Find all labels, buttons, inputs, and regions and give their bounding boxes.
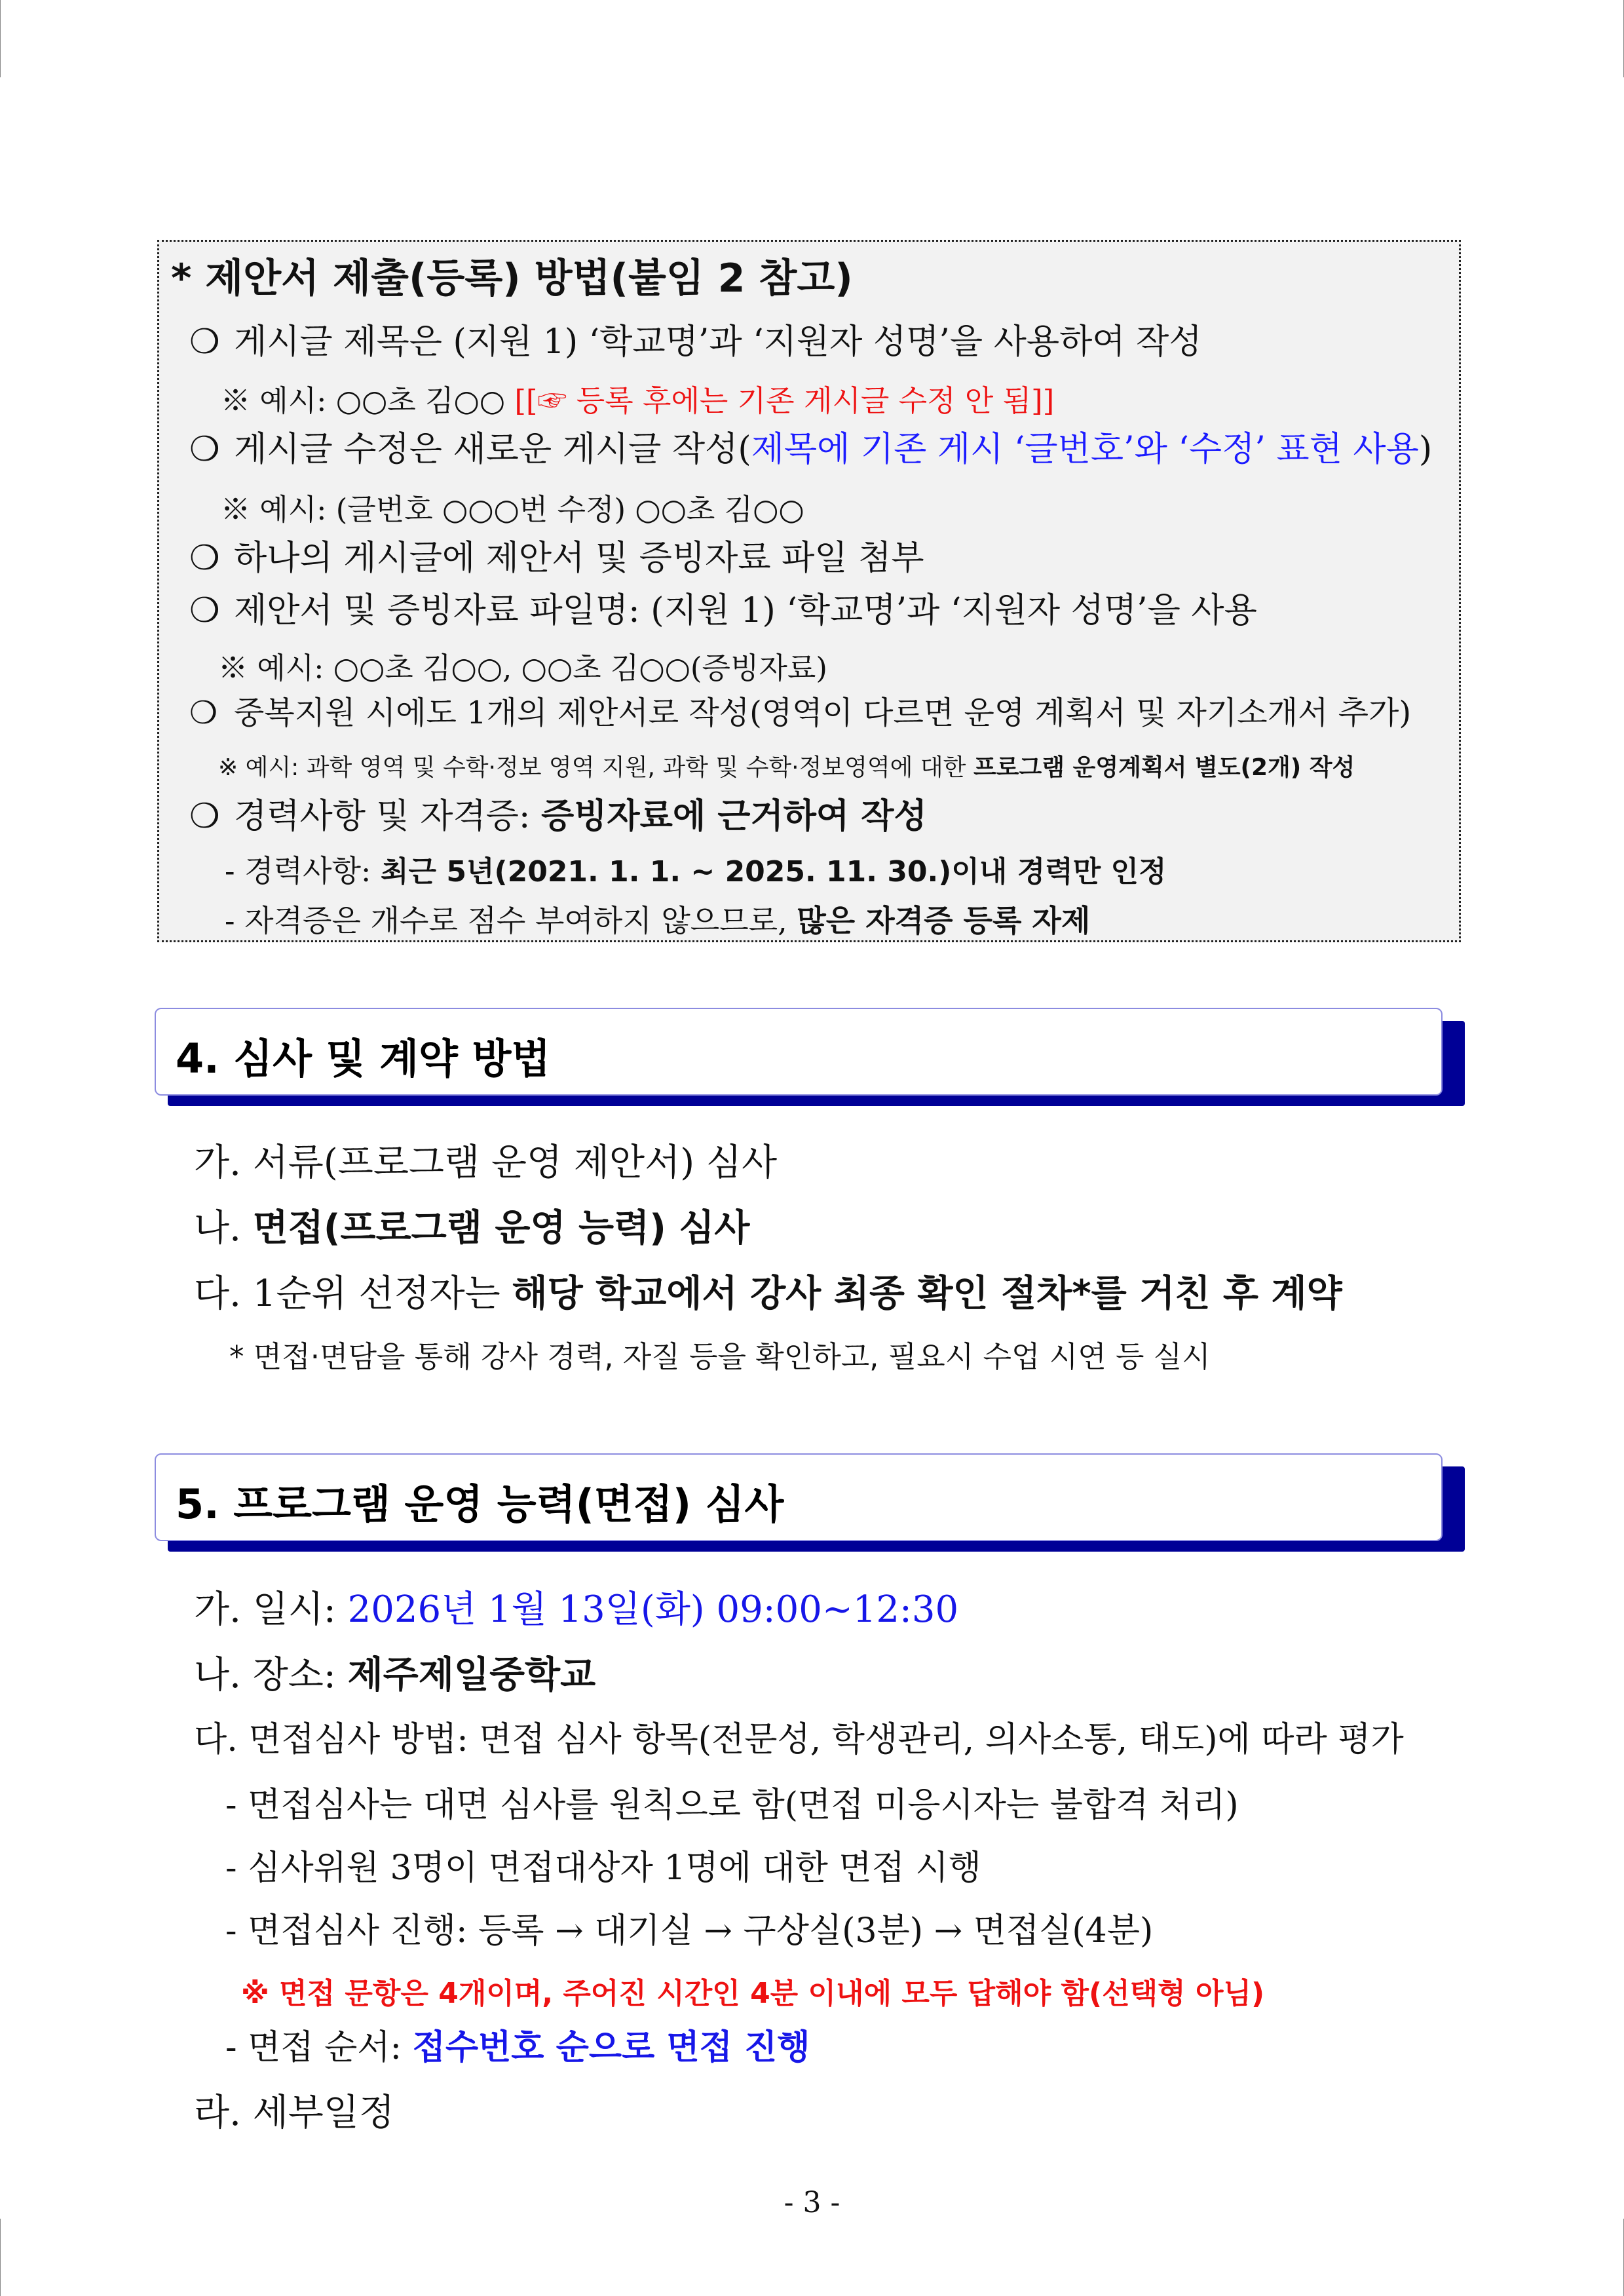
example-note: ※ 예시: ○○초 김○○, ○○초 김○○(증빙자료) [218, 651, 827, 685]
page-number: - 3 - [784, 2186, 840, 2219]
section-4-item-da: 다. 1순위 선정자는 해당 학교에서 강사 최종 확인 절차*를 거친 후 계약 [194, 1272, 1342, 1315]
dash-item: - 면접 순서: 접수번호 순으로 면접 진행 [225, 2028, 810, 2067]
circle-bullet-icon: ❍ [189, 591, 220, 630]
section-4-header [155, 1008, 1465, 1106]
circle-bullet-icon: ❍ [189, 430, 220, 469]
submission-method-box [157, 240, 1461, 942]
section-5-item-ra: 라. 세부일정 [194, 2092, 395, 2134]
example-note: ※ 예시: (글번호 ○○○번 수정) ○○초 김○○ [221, 492, 804, 527]
section-4-item-ga: 가. 서류(프로그램 운영 제안서) 심사 [194, 1141, 778, 1184]
footnote: * 면접·면담을 통해 강사 경력, 자질 등을 확인하고, 필요시 수업 시연 등 실시 [229, 1339, 1211, 1374]
circle-bullet-icon: ❍ [189, 322, 220, 362]
crop-mark [0, 0, 1, 77]
section-5-item-ga: 가. 일시: 2026년 1월 13일(화) 09:00~12:30 [194, 1588, 959, 1631]
list-item: ❍ 중복지원 시에도 1개의 제안서로 작성(영역이 다르면 운영 계획서 및 자기소개서 추가) [189, 695, 1412, 731]
section-title: 5. 프로그램 운영 능력(면접) 심사 [176, 1480, 784, 1528]
list-item: ❍ 게시글 제목은 (지원 1) ‘학교명’과 ‘지원자 성명’을 사용하여 작성 [189, 322, 1202, 362]
dash-item: - 심사위원 3명이 면접대상자 1명에 대한 면접 시행 [225, 1848, 981, 1888]
list-item: ❍ 경력사항 및 자격증: 증빙자료에 근거하여 작성 [189, 797, 927, 836]
section-4-item-na: 나. 면접(프로그램 운영 능력) 심사 [194, 1207, 750, 1250]
section-5-header [155, 1453, 1465, 1552]
dash-item: - 경력사항: 최근 5년(2021. 1. 1. ~ 2025. 11. 30.)이내 경력만 인정 [225, 853, 1167, 889]
crop-mark [0, 2219, 1, 2296]
list-item: ❍ 제안서 및 증빙자료 파일명: (지원 1) ‘학교명’과 ‘지원자 성명’을 사용 [189, 591, 1257, 630]
section-5-item-da: 다. 면접심사 방법: 면접 심사 항목(전문성, 학생관리, 의사소통, 태도)에 따라 평가 [194, 1720, 1404, 1759]
section-5-item-na: 나. 장소: 제주제일중학교 [194, 1654, 596, 1696]
section-title: 4. 심사 및 계약 방법 [176, 1035, 551, 1082]
warning-note: ※ 면접 문항은 4개이며, 주어진 시간인 4분 이내에 모두 답해야 함(선택형 아님) [241, 1977, 1265, 2010]
dash-item: - 면접심사는 대면 심사를 원칙으로 함(면접 미응시자는 불합격 처리) [225, 1786, 1239, 1825]
circle-bullet-icon: ❍ [189, 539, 220, 578]
circle-bullet-icon: ❍ [189, 797, 220, 836]
dash-item: - 자격증은 개수로 점수 부여하지 않으므로, 많은 자격증 등록 자제 [225, 903, 1091, 938]
list-item: ❍ 하나의 게시글에 제안서 및 증빙자료 파일 첨부 [189, 539, 924, 578]
circle-bullet-icon: ❍ [189, 695, 218, 731]
box-heading: * 제안서 제출(등록) 방법(붙임 2 참고) [171, 256, 853, 301]
example-note: ※ 예시: ○○초 김○○ [[☞ 등록 후에는 기존 게시글 수정 안 됨]] [221, 383, 1055, 418]
example-note: ※ 예시: 과학 영역 및 수학·정보 영역 지원, 과학 및 수학·정보영역에 대한 프로그램 운영계획서 별도(2개) 작성 [218, 754, 1355, 781]
dash-item: - 면접심사 진행: 등록 → 대기실 → 구상실(3분) → 면접실(4분) [225, 1911, 1154, 1951]
list-item: ❍ 게시글 수정은 새로운 게시글 작성(제목에 기존 게시 ‘글번호’와 ‘수정’ 표현 사용) [189, 430, 1433, 469]
